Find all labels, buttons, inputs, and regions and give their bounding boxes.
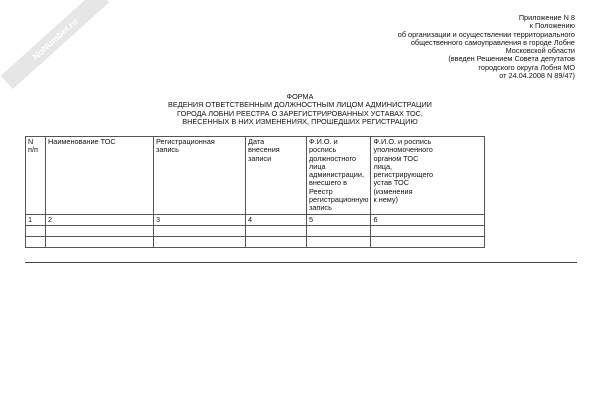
appendix-line: к Положению [529,21,575,31]
empty-cell [154,226,246,237]
table-row [26,237,485,248]
empty-cell [246,237,307,248]
header-cell: Наименование ТОС [46,137,154,215]
empty-cell [371,237,485,248]
number-cell: 6 [371,215,485,226]
appendix-line: общественного самоуправления в городе Лобне [410,37,575,47]
table-row [26,226,485,237]
header-cell: Ф.И.О. и роспись уполномоченного органом ТОС лица, регистрирующего устав ТОС (изменения к нему) [371,137,485,215]
header-cell: Дата внесения записи [246,137,307,215]
empty-cell [46,226,154,237]
number-cell: 2 [46,215,154,226]
title-line: ВЕДЕНИЯ ОТВЕТСТВЕННЫМ ДОЛЖНОСТНЫМ ЛИЦОМ АДМИНИСТРАЦИИ [168,100,432,110]
number-cell: 5 [307,215,371,226]
title-line: ВНЕСЕННЫХ В НИХ ИЗМЕНЕНИЯХ, ПРОШЕДШИХ РЕГИСТРАЦИЮ [182,116,418,126]
empty-cell [307,237,371,248]
empty-cell [26,237,46,248]
empty-cell [46,237,154,248]
appendix-note [315,14,575,80]
appendix-line: Приложение N 8 [518,13,575,22]
header-cell: Регистрационная запись [154,137,246,215]
empty-cell [371,226,485,237]
appendix-line: (введен Решением Совета депутатов [448,54,575,64]
divider [25,262,577,263]
empty-cell [154,237,246,248]
watermark: NoNumber.ru [1,0,110,89]
appendix-line: об организации и осуществлении территориального [397,29,575,39]
title-line: ГОРОДА ЛОБНИ РЕЕСТРА О ЗАРЕГИСТРИРОВАННЫХ УСТАВАХ ТОС, [177,108,423,118]
number-cell: 3 [154,215,246,226]
form-title [0,93,600,126]
empty-cell [307,226,371,237]
appendix-line: Московской области [505,46,575,56]
header-cell: Ф.И.О. и роспись должностного лица администрации, внесшего в Реестр регистрационную запись [307,137,371,215]
appendix-line: городского округа Лобня МО [478,62,575,72]
number-cell: 4 [246,215,307,226]
registry-table [25,136,485,248]
header-row [26,137,485,215]
appendix-line: от 24.04.2008 N 89/47) [499,71,575,81]
empty-cell [246,226,307,237]
title-line: ФОРМА [286,92,314,101]
number-cell: 1 [26,215,46,226]
header-cell: N п/п [26,137,46,215]
empty-cell [26,226,46,237]
number-row [26,215,485,226]
